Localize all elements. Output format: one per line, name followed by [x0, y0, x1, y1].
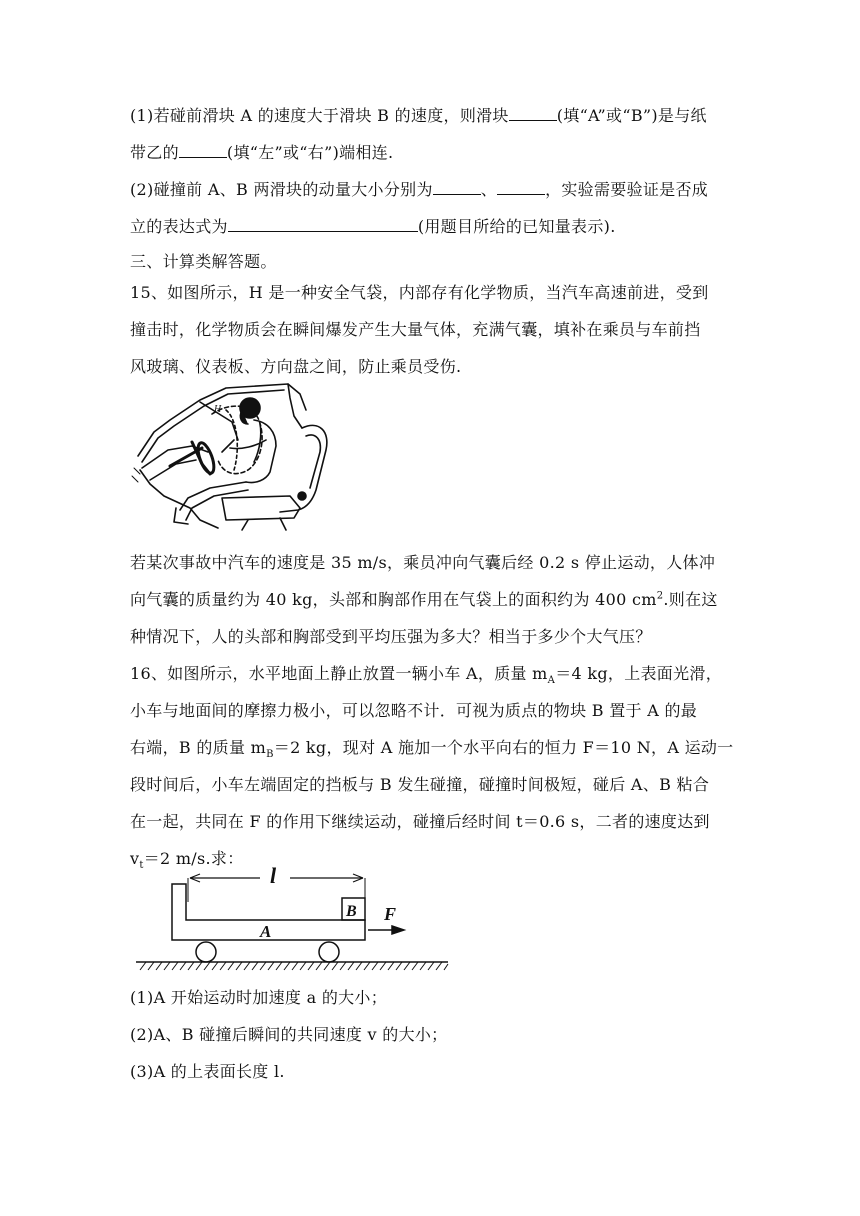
length-label: l	[270, 863, 277, 888]
q16-line3	[130, 736, 733, 760]
airbag-label: H	[214, 404, 222, 415]
q14-part1-line2	[130, 141, 393, 165]
section-title: 三、计算类解答题。	[130, 252, 277, 271]
q15-text: .则在这	[663, 590, 718, 609]
answer-blank[interactable]	[433, 178, 481, 195]
block-label: B	[346, 903, 357, 920]
q14-part2-line2	[130, 215, 616, 239]
subscript: B	[266, 749, 274, 761]
q14-text: 立的表达式为	[130, 217, 228, 236]
q15-line1: 15、如图所示，H 是一种安全气袋，内部存有化学物质，当汽车高速前进，受到	[130, 283, 709, 302]
q15-line6: 种情况下，人的头部和胸部受到平均压强为多大？相当于多少个大气压？	[130, 627, 652, 646]
cart-label: A	[260, 922, 272, 941]
q16-text: ＝2 m/s.求：	[143, 849, 244, 868]
q14-part1-line1	[130, 104, 707, 128]
q14-text: (用题目所给的已知量表示).	[417, 217, 616, 236]
q14-text: ，实验需要验证是否成	[545, 180, 709, 199]
answer-blank[interactable]	[497, 178, 545, 195]
q16-text: ＝4 kg，上表面光滑，	[555, 664, 723, 683]
q14-text: (填“左”或“右”)端相连.	[226, 143, 394, 162]
q16-line5: 在一起，共同在 F 的作用下继续运动，碰撞后经时间 t＝0.6 s，二者的速度达到	[130, 812, 710, 831]
cart-figure	[130, 858, 455, 978]
airbag-figure	[130, 380, 345, 532]
q16-sub1: (1)A 开始运动时加速度 a 的大小；	[130, 988, 388, 1007]
q15-line3: 风玻璃、仪表板、方向盘之间，防止乘员受伤.	[130, 357, 462, 376]
q16-text: ＝2 kg，现对 A 施加一个水平向右的恒力 F＝10 N，A 运动一	[273, 738, 734, 757]
q14-text: 、	[480, 180, 498, 199]
q16-sub3: (3)A 的上表面长度 l.	[130, 1062, 285, 1081]
force-label: F	[384, 904, 397, 924]
q14-text: (2)碰撞前 A、B 两滑块的动量大小分别为	[130, 180, 433, 199]
q14-part2-line1	[130, 178, 708, 202]
q14-text: (填“A”或“B”)是与纸	[556, 106, 707, 125]
q16-line4: 段时间后，小车左端固定的挡板与 B 发生碰撞，碰撞时间极短，碰后 A、B 粘合	[130, 775, 710, 794]
q16-line1	[130, 662, 722, 686]
q16-text: 16、如图所示，水平地面上静止放置一辆小车 A，质量 m	[130, 664, 548, 683]
answer-blank[interactable]	[179, 141, 227, 158]
answer-blank[interactable]	[509, 104, 557, 121]
q15-line5	[130, 588, 718, 612]
subscript: t	[139, 860, 144, 872]
superscript: 2	[656, 590, 664, 602]
q14-text: (1)若碰前滑块 A 的速度大于滑块 B 的速度，则滑块	[130, 106, 509, 125]
q14-text: 带乙的	[130, 143, 179, 162]
q15-line4: 若某次事故中汽车的速度是 35 m/s，乘员冲向气囊后经 0.2 s 停止运动，人体冲	[130, 553, 716, 572]
q16-text: v	[130, 849, 140, 868]
q15-line2: 撞击时，化学物质会在瞬间爆发产生大量气体，充满气囊，填补在乘员与车前挡	[130, 320, 701, 339]
q16-text: 右端，B 的质量 m	[130, 738, 267, 757]
subscript: A	[547, 675, 556, 687]
q16-line2: 小车与地面间的摩擦力极小，可以忽略不计．可视为质点的物块 B 置于 A 的最	[130, 701, 698, 720]
answer-blank[interactable]	[228, 215, 418, 232]
q15-text: 向气囊的质量约为 40 kg，头部和胸部作用在气袋上的面积约为 400 cm	[130, 590, 657, 609]
q16-sub2: (2)A、B 碰撞后瞬间的共同速度 v 的大小；	[130, 1025, 448, 1044]
